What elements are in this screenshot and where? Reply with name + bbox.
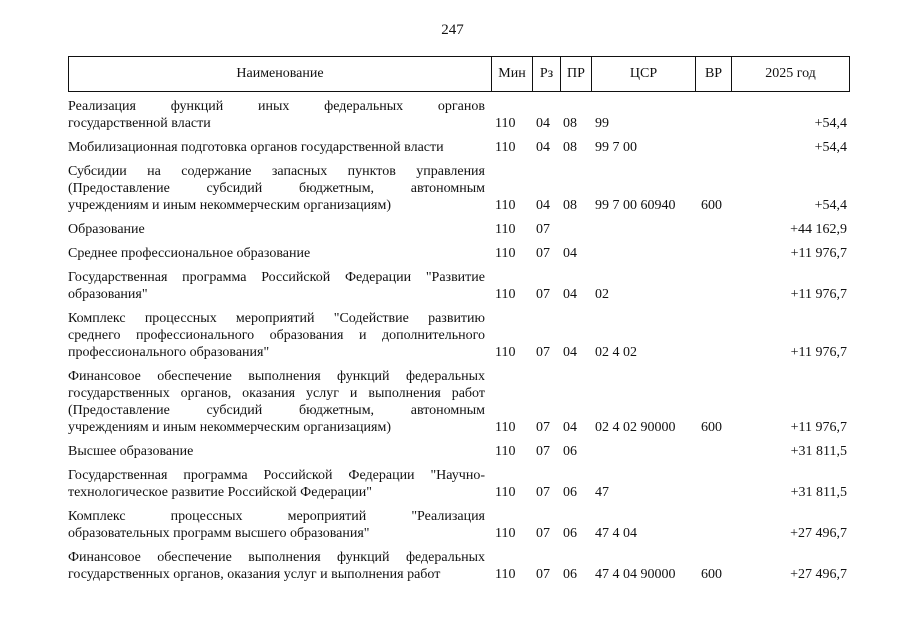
- row-pr: 04: [563, 345, 577, 360]
- row-name-line: (Предоставление субсидий бюджетным, автономным: [68, 181, 485, 196]
- table-row: [68, 366, 849, 441]
- budget-table: [68, 96, 849, 588]
- row-name-line: Государственная программа Российской Федерации "Научно-: [68, 468, 485, 483]
- page-number: 247: [441, 22, 464, 38]
- row-csr: 02 4 02: [595, 345, 637, 360]
- row-name-line: Комплекс процессных мероприятий "Содействие развитию: [68, 311, 485, 326]
- row-name-line: Финансовое обеспечение выполнения функций федеральных: [68, 369, 485, 384]
- row-rz: 07: [536, 485, 550, 500]
- row-name-line: Финансовое обеспечение выполнения функций федеральных: [68, 550, 485, 565]
- row-amount: +54,4: [814, 140, 847, 155]
- header-min: Мин: [492, 57, 533, 92]
- row-csr: 99: [595, 116, 609, 131]
- row-rz: 04: [536, 198, 550, 213]
- row-min: 110: [495, 116, 516, 131]
- row-vr: 600: [701, 567, 722, 582]
- row-amount: +11 976,7: [790, 246, 847, 261]
- row-name-line: Комплекс процессных мероприятий "Реализация: [68, 509, 485, 524]
- row-pr: 04: [563, 246, 577, 261]
- row-name-line: Образование: [68, 222, 145, 237]
- row-name: [68, 137, 491, 161]
- row-name-line: государственных органов, оказания услуг и выполнения работ: [68, 386, 485, 401]
- row-vr: 600: [701, 198, 722, 213]
- row-rz: 07: [536, 444, 550, 459]
- table-row: [68, 219, 849, 243]
- row-csr: 99 7 00: [595, 140, 637, 155]
- row-amount: +11 976,7: [790, 287, 847, 302]
- row-min: 110: [495, 567, 516, 582]
- row-name: [68, 441, 491, 465]
- table-row: [68, 506, 849, 547]
- row-pr: 08: [563, 140, 577, 155]
- row-min: 110: [495, 485, 516, 500]
- row-vr: [695, 465, 731, 506]
- header-vr: ВР: [696, 57, 732, 92]
- table-row: [68, 137, 849, 161]
- row-name-line: Мобилизационная подготовка органов государственной власти: [68, 140, 444, 155]
- row-pr: 04: [563, 420, 577, 435]
- row-name-line: профессионального образования": [68, 345, 270, 360]
- row-csr: [591, 441, 695, 465]
- row-name: [68, 267, 491, 308]
- row-name-line: образовательных программ высшего образования": [68, 526, 370, 541]
- header-csr: ЦСР: [592, 57, 696, 92]
- row-vr: [695, 219, 731, 243]
- row-name-line: образования": [68, 287, 148, 302]
- row-pr: 06: [563, 485, 577, 500]
- row-name: [68, 506, 491, 547]
- row-amount: +27 496,7: [790, 526, 847, 541]
- table-row: [68, 161, 849, 219]
- table-body: [68, 96, 849, 588]
- row-amount: +11 976,7: [790, 420, 847, 435]
- table-row: [68, 547, 849, 588]
- row-name-line: государственных органов, оказания услуг и выполнения работ: [68, 567, 441, 582]
- row-csr: 47 4 04: [595, 526, 637, 541]
- row-name: [68, 547, 491, 588]
- row-pr: 06: [563, 526, 577, 541]
- row-name: [68, 219, 491, 243]
- header-year: 2025 год: [732, 57, 850, 92]
- table-row: [68, 96, 849, 137]
- row-min: 110: [495, 444, 516, 459]
- row-amount: +54,4: [814, 116, 847, 131]
- header-name: Наименование: [69, 57, 492, 92]
- row-rz: 07: [536, 567, 550, 582]
- table-row: [68, 243, 849, 267]
- row-pr: 06: [563, 444, 577, 459]
- row-min: 110: [495, 246, 516, 261]
- row-amount: +31 811,5: [790, 485, 847, 500]
- table-row: [68, 308, 849, 366]
- row-name: [68, 96, 491, 137]
- row-vr: [695, 243, 731, 267]
- row-name: [68, 243, 491, 267]
- row-amount: +11 976,7: [790, 345, 847, 360]
- row-rz: 07: [536, 246, 550, 261]
- row-pr: 08: [563, 116, 577, 131]
- row-name-line: учреждениям и иным некоммерческим организациям): [68, 198, 392, 213]
- row-csr: 99 7 00 60940: [595, 198, 676, 213]
- row-csr: 47: [595, 485, 609, 500]
- row-min: 110: [495, 198, 516, 213]
- header-rz: Рз: [533, 57, 561, 92]
- row-csr: 47 4 04 90000: [595, 567, 676, 582]
- row-name-line: государственной власти: [68, 116, 211, 131]
- row-name-line: Государственная программа Российской Федерации "Развитие: [68, 270, 485, 285]
- row-vr: [695, 137, 731, 161]
- row-pr: 08: [563, 198, 577, 213]
- row-name: [68, 366, 491, 441]
- row-pr: [560, 219, 591, 243]
- row-rz: 07: [536, 526, 550, 541]
- row-amount: +54,4: [814, 198, 847, 213]
- row-rz: 07: [536, 222, 550, 237]
- row-name: [68, 161, 491, 219]
- row-name-line: среднего профессионального образования и дополнительного: [68, 328, 485, 343]
- row-rz: 04: [536, 140, 550, 155]
- table-row: [68, 441, 849, 465]
- row-vr: [695, 267, 731, 308]
- row-rz: 04: [536, 116, 550, 131]
- row-vr: [695, 308, 731, 366]
- row-rz: 07: [536, 420, 550, 435]
- row-pr: 06: [563, 567, 577, 582]
- row-name: [68, 308, 491, 366]
- row-vr: 600: [701, 420, 722, 435]
- row-pr: 04: [563, 287, 577, 302]
- row-name-line: технологическое развитие Российской Федерации": [68, 485, 372, 500]
- row-vr: [695, 506, 731, 547]
- row-min: 110: [495, 222, 516, 237]
- row-name-line: Субсидии на содержание запасных пунктов управления: [68, 164, 485, 179]
- row-min: 110: [495, 287, 516, 302]
- row-name-line: Высшее образование: [68, 444, 194, 459]
- row-csr: 02: [595, 287, 609, 302]
- row-csr: [591, 219, 695, 243]
- row-min: 110: [495, 140, 516, 155]
- row-csr: 02 4 02 90000: [595, 420, 676, 435]
- row-min: 110: [495, 526, 516, 541]
- row-name: [68, 465, 491, 506]
- row-csr: [591, 243, 695, 267]
- row-rz: 07: [536, 287, 550, 302]
- row-vr: [695, 441, 731, 465]
- row-amount: +44 162,9: [790, 222, 847, 237]
- row-name-line: Среднее профессиональное образование: [68, 246, 311, 261]
- row-min: 110: [495, 420, 516, 435]
- row-name-line: учреждениям и иным некоммерческим организациям): [68, 420, 392, 435]
- row-name-line: (Предоставление субсидий бюджетным, автономным: [68, 403, 485, 418]
- table-header: [68, 56, 850, 92]
- row-amount: +31 811,5: [790, 444, 847, 459]
- table-row: [68, 465, 849, 506]
- row-rz: 07: [536, 345, 550, 360]
- row-vr: [695, 96, 731, 137]
- row-name-line: Реализация функций иных федеральных органов: [68, 99, 485, 114]
- row-amount: +27 496,7: [790, 567, 847, 582]
- header-pr: ПР: [561, 57, 592, 92]
- row-min: 110: [495, 345, 516, 360]
- table-row: [68, 267, 849, 308]
